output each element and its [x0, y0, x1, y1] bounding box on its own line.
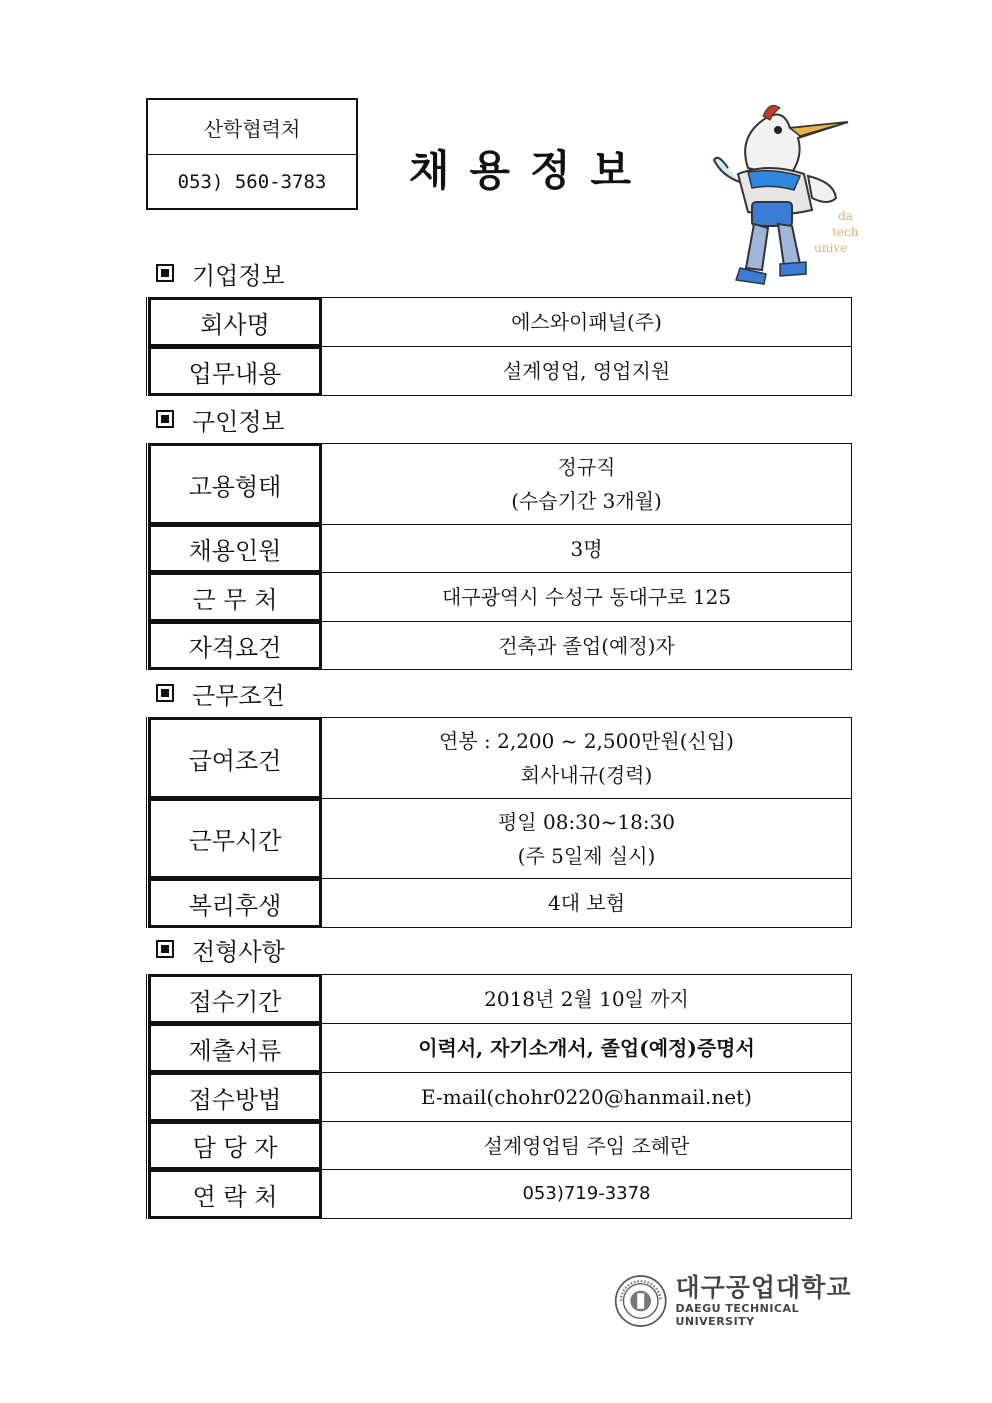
university-seal-icon: [614, 1270, 667, 1332]
row-label: 급여조건: [148, 718, 322, 799]
square-bullet-icon: [156, 264, 174, 282]
mascot-crane-icon: [708, 98, 858, 290]
table-row: [148, 718, 852, 799]
university-logo: [614, 1268, 854, 1334]
logo-text: [675, 1274, 854, 1328]
table-row: [148, 1024, 852, 1073]
table-row: [148, 1170, 852, 1219]
section-title: 전형사항: [192, 937, 285, 966]
row-value: E-mail(chohr0220@hanmail.net): [322, 1073, 852, 1122]
section-heading-job: [156, 401, 285, 437]
row-label: 근무시간: [148, 799, 322, 879]
row-label: 자격요건: [148, 622, 322, 670]
row-value: [322, 718, 852, 799]
logo-name-ko: 대구공업대학교: [675, 1273, 852, 1302]
row-label: 복리후생: [148, 879, 322, 928]
row-label: 접수방법: [148, 1073, 322, 1122]
row-value-line2: (수습기간 3개월): [511, 489, 662, 513]
row-value-line1: 정규직: [557, 455, 616, 479]
row-value: 대구광역시 수성구 동대구로 125: [322, 573, 852, 622]
row-value: 설계영업팀 주임 조혜란: [322, 1122, 852, 1170]
square-bullet-icon: [156, 410, 174, 428]
mascot-text-2: tech: [832, 225, 858, 239]
row-value: 설계영업, 영업지원: [322, 347, 852, 396]
row-label: 제출서류: [148, 1024, 322, 1073]
row-label: 고용형태: [148, 444, 322, 525]
row-value: 4대 보험: [322, 879, 852, 928]
row-value: 이력서, 자기소개서, 졸업(예정)증명서: [322, 1024, 852, 1073]
table-row: [148, 525, 852, 573]
row-label: 근 무 처: [148, 573, 322, 622]
mascot-text-1: da: [838, 209, 853, 223]
logo-name-en: DAEGU TECHNICAL UNIVERSITY: [675, 1302, 800, 1328]
row-value-line2: 회사내규(경력): [520, 763, 653, 787]
row-label: 채용인원: [148, 525, 322, 573]
table-row: [148, 1073, 852, 1122]
section-title: 구인정보: [192, 407, 285, 436]
table-row: [148, 573, 852, 622]
section-heading-conditions: [156, 675, 285, 711]
contact-label: 산학협력처: [203, 116, 301, 141]
contact-phone: 053) 560-3783: [148, 154, 356, 209]
table-row: [148, 622, 852, 670]
screening-info-table: [146, 974, 852, 1219]
page-title: 채용정보: [408, 146, 652, 195]
row-label: 접수기간: [148, 975, 322, 1024]
row-label: 업무내용: [148, 347, 322, 396]
row-value: 053)719-3378: [322, 1170, 852, 1219]
square-bullet-icon: [156, 684, 174, 702]
row-value-line1: 평일 08:30~18:30: [497, 809, 676, 834]
table-row: [148, 298, 852, 347]
company-info-table: [146, 297, 852, 396]
square-bullet-icon: [156, 940, 174, 958]
mascot-text-3: unive: [814, 241, 848, 255]
row-value: 3명: [322, 525, 852, 573]
row-label: 연 락 처: [148, 1170, 322, 1219]
contact-box: [146, 98, 358, 210]
table-row: [148, 975, 852, 1024]
section-title: 근무조건: [192, 681, 285, 710]
row-value: 2018년 2월 10일 까지: [322, 975, 852, 1024]
row-value: [322, 444, 852, 525]
row-value: 에스와이패널(주): [322, 298, 852, 347]
conditions-info-table: [146, 717, 852, 928]
table-row: [148, 799, 852, 879]
table-row: [148, 1122, 852, 1170]
row-value: 건축과 졸업(예정)자: [322, 622, 852, 670]
table-row: [148, 444, 852, 525]
row-value: [322, 799, 852, 879]
row-value-line1: 연봉 : 2,200 ~ 2,500만원(신입): [439, 729, 734, 753]
row-value-line2: (주 5일제 실시): [517, 843, 656, 868]
row-label: 담 당 자: [148, 1122, 322, 1170]
section-heading-screening: [156, 931, 285, 967]
table-row: [148, 879, 852, 928]
section-heading-company: [156, 255, 285, 291]
section-title: 기업정보: [192, 261, 285, 290]
row-label: 회사명: [148, 298, 322, 347]
job-info-table: [146, 443, 852, 670]
table-row: [148, 347, 852, 396]
